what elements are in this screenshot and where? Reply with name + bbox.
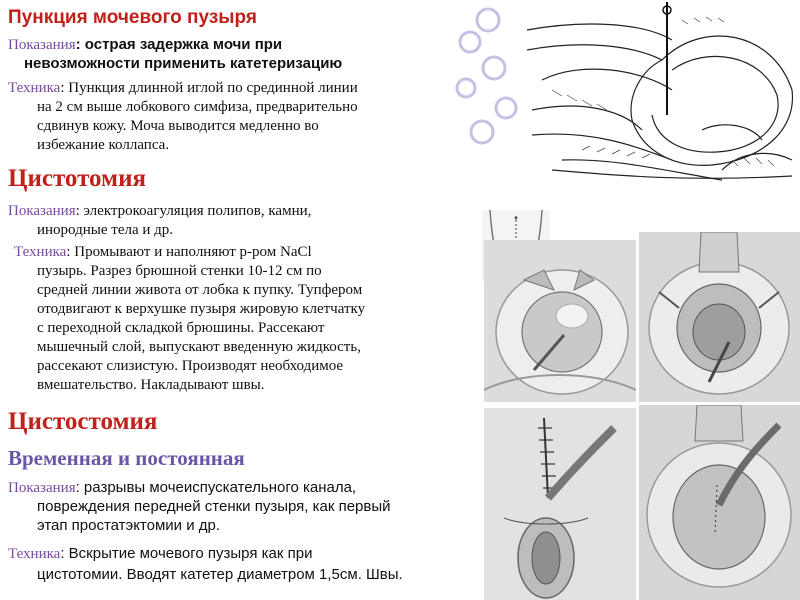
puncture-title: Пункция мочевого пузыря [8,7,257,28]
cystostomy-indications-line: этап простатэктомии и др. [37,517,221,534]
cystotomy-technique-line: : Промывают и наполняют р-ром NaCl [66,244,312,260]
cystostomy-indications [8,479,356,498]
cystotomy-indications [8,203,311,221]
cystotomy-indications-label: Показания [8,203,76,219]
cystostomy-technique-line: цистотомии. Вводят катетер диаметром 1,5см. Швы. [37,566,403,583]
puncture-technique [8,80,358,98]
cystostomy-technique-label: Техника [8,546,61,562]
cystostomy-subtitle: Временная и постоянная [8,446,245,470]
puncture-technique-line: на 2 см выше лобкового симфиза, предварительно [37,99,358,115]
cystostomy-catheter-illustration [639,405,800,600]
puncture-indications-text-1: : острая задержка мочи при [75,36,283,53]
cystostomy-suture-illustration [484,408,636,600]
cystostomy-indications-label: Показания [8,480,76,496]
cystostomy-technique [8,545,312,564]
cystotomy-indications-line: : электрокоагуляция полипов, камни, [75,203,312,219]
cystotomy-field-illustration-2 [639,232,800,402]
puncture-technique-line: сдвинув кожу. Моча выводится медленно во [37,118,319,134]
cystotomy-technique-label: Техника [14,244,67,260]
bladder-puncture-illustration [522,0,800,190]
cystotomy-technique-line: с переходной складкой брюшины. Рассекают [37,320,325,336]
cystotomy-title: Цистотомия [8,165,147,192]
decorative-circles [436,0,526,150]
cystostomy-indications-line: : разрывы мочеиспускательного канала, [75,479,357,496]
cystotomy-indications-line: инородные тела и др. [37,222,174,238]
puncture-indications-label: Показания [8,37,76,53]
cystotomy-technique-line: мышечный слой, выпускают введенную жидкость, [37,339,361,355]
cystotomy-technique-line: отодвигают к верхушке пузыря жировую клетчатку [37,301,366,317]
cystotomy-technique-line: пузырь. Разрез брюшной стенки 10-12 см по [37,263,322,279]
cystotomy-technique [14,244,312,262]
puncture-technique-label: Техника [8,80,61,96]
cystostomy-technique-line: : Вскрытие мочевого пузыря как при [60,545,313,562]
cystotomy-technique-line: средней линии живота от лобка к пупку. Тупфером [37,282,363,298]
cystostomy-indications-line: повреждения передней стенки пузыря, как первый [37,498,391,515]
cystotomy-technique-line: рассекают слизистую. Производят необходимое [37,358,344,374]
puncture-indications [8,36,282,55]
cystotomy-field-illustration-1 [484,240,636,402]
cystotomy-technique-line: вмешательство. Накладывают швы. [37,377,265,393]
puncture-technique-line: : Пункция длинной иглой по срединной линии [60,80,358,96]
cystostomy-title: Цистостомия [8,408,158,435]
puncture-indications-text-2: невозможности применить катетеризацию [24,55,343,72]
puncture-technique-line: избежание коллапса. [37,137,170,153]
